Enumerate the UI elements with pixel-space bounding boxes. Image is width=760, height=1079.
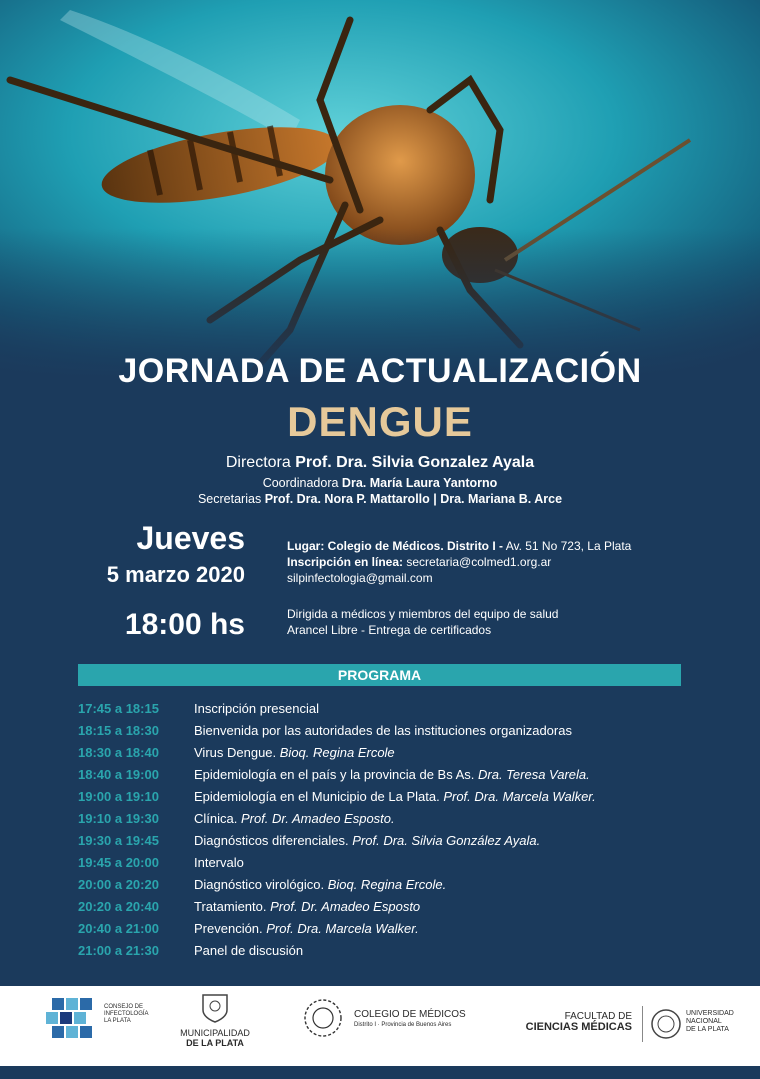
program-activity	[194, 896, 420, 918]
program-time: 18:40 a 19:00	[78, 767, 159, 782]
program-row	[78, 808, 718, 830]
facultad-logo-text	[514, 1012, 632, 1032]
program-activity-text: Epidemiología en el Municipio de La Plata.	[194, 789, 444, 804]
secretaries-line	[0, 492, 760, 506]
colegio-line2: Distrito I · Provincia de Buenos Aires	[354, 1022, 452, 1028]
program-time: 19:00 a 19:10	[78, 789, 159, 804]
infectologia-logo-text: CONSEJO DE INFECTOLOGÍA LA PLATA	[104, 1004, 149, 1024]
program-activity-text: Prevención.	[194, 921, 267, 936]
audience-text: Dirigida a médicos y miembros del equipo de salud	[287, 607, 559, 621]
coordinator-name: Dra. María Laura Yantorno	[341, 476, 498, 490]
event-subtitle: DENGUE	[287, 398, 473, 445]
logo-divider	[642, 1006, 643, 1042]
venue-address: Av. 51 No 723, La Plata	[503, 539, 632, 553]
mosquito-illustration	[0, 0, 760, 380]
coordinator-role: Coordinadora	[262, 476, 339, 490]
municipalidad-logo-text	[170, 1028, 260, 1048]
program-activity	[194, 808, 395, 830]
director-role: Directora	[225, 454, 291, 471]
program-activity-text: Panel de discusión	[194, 943, 304, 958]
program-row	[78, 940, 718, 962]
municipalidad-line1: MUNICIPALIDAD	[180, 1028, 250, 1038]
secondary-email[interactable]: silpinfectologia@gmail.com	[287, 571, 433, 585]
program-activity-text: Intervalo	[194, 855, 244, 870]
program-activity	[194, 720, 572, 742]
program-time: 19:30 a 19:45	[78, 833, 159, 848]
program-activity	[194, 830, 540, 852]
event-time: 18:00 hs	[124, 608, 245, 641]
colegio-medicos-emblem-icon	[296, 996, 350, 1040]
registration-email[interactable]: secretaria@colmed1.org.ar	[403, 555, 552, 569]
program-activity-text: Diagnóstico virológico.	[194, 877, 328, 892]
colegio-medicos-logo-text	[354, 1010, 494, 1030]
program-speaker: Prof. Dra. Marcela Walker.	[443, 789, 596, 804]
program-time: 18:15 a 18:30	[78, 723, 159, 738]
program-row	[78, 874, 718, 896]
secretaries-names: Prof. Dra. Nora P. Mattarollo | Dra. Mariana B. Arce	[264, 492, 563, 506]
program-speaker: Dra. Teresa Varela.	[478, 767, 590, 782]
coordinator-line	[0, 476, 760, 490]
program-activity	[194, 918, 419, 940]
facultad-line2: CIENCIAS MÉDICAS	[525, 1021, 632, 1033]
secretaries-role: Secretarias	[197, 492, 262, 506]
program-activity-text: Bienvenida por las autoridades de las instituciones organizadoras	[194, 723, 572, 738]
municipalidad-shield-icon	[200, 992, 230, 1024]
program-row	[78, 742, 718, 764]
footer-logos	[0, 986, 760, 1066]
venue-info	[287, 538, 631, 586]
program-row	[78, 852, 718, 874]
event-title: JORNADA DE ACTUALIZACIÓN	[118, 352, 642, 390]
footer-strip	[0, 1066, 760, 1079]
program-activity	[194, 698, 319, 720]
municipalidad-line2: DE LA PLATA	[186, 1038, 244, 1048]
hero-mosquito-image	[0, 0, 760, 380]
program-activity-text: Virus Dengue.	[194, 745, 280, 760]
program-time: 21:00 a 21:30	[78, 943, 159, 958]
director-line	[0, 454, 760, 472]
program-speaker: Bioq. Regina Ercole.	[327, 877, 447, 892]
program-time: 20:40 a 21:00	[78, 921, 159, 936]
program-activity-text: Diagnósticos diferenciales.	[194, 833, 353, 848]
program-row	[78, 698, 718, 720]
program-row	[78, 918, 718, 940]
unlp-line3: DE LA PLATA	[686, 1026, 729, 1033]
program-time: 20:20 a 20:40	[78, 899, 159, 914]
registration-line	[287, 554, 631, 570]
program-row	[78, 830, 718, 852]
program-activity	[194, 874, 446, 896]
program-activity-text: Inscripción presencial	[194, 701, 320, 716]
program-speaker: Bioq. Regina Ercole	[279, 745, 395, 760]
facultad-line1: FACULTAD DE	[564, 1011, 632, 1022]
program-activity-text: Epidemiología en el país y la provincia de Bs As.	[194, 767, 478, 782]
unlp-line2: NACIONAL	[686, 1018, 722, 1025]
program-row	[78, 896, 718, 918]
infectologia-logo-icon	[44, 994, 100, 1046]
program-time: 20:00 a 20:20	[78, 877, 159, 892]
venue-line	[287, 538, 631, 554]
program-activity	[194, 764, 590, 786]
program-activity-text: Tratamiento.	[194, 899, 271, 914]
program-row	[78, 720, 718, 742]
colegio-line1: COLEGIO DE MÉDICOS	[354, 1009, 466, 1020]
program-speaker: Prof. Dra. Marcela Walker.	[266, 921, 419, 936]
unlp-seal-icon	[650, 1004, 682, 1044]
program-activity	[194, 940, 303, 962]
program-time: 17:45 a 18:15	[78, 701, 159, 716]
registration-label: Inscripción en línea:	[287, 555, 404, 569]
event-day: Jueves	[136, 520, 245, 556]
program-time: 19:45 a 20:00	[78, 855, 159, 870]
program-row	[78, 764, 718, 786]
unlp-line1: UNIVERSIDAD	[686, 1010, 734, 1017]
program-time: 19:10 a 19:30	[78, 811, 159, 826]
audience-info	[287, 606, 558, 638]
program-time: 18:30 a 18:40	[78, 745, 159, 760]
program-heading: PROGRAMA	[78, 664, 681, 686]
program-activity	[194, 786, 596, 808]
program-activity-text: Clínica.	[194, 811, 241, 826]
program-speaker: Prof. Dr. Amadeo Esposto	[270, 899, 421, 914]
venue-label: Lugar: Colegio de Médicos. Distrito I -	[287, 539, 504, 553]
program-list	[78, 698, 718, 962]
program-activity	[194, 852, 244, 874]
fee-text: Arancel Libre - Entrega de certificados	[287, 623, 492, 637]
unlp-logo-text	[686, 1010, 746, 1034]
director-name: Prof. Dra. Silvia Gonzalez Ayala	[295, 454, 535, 471]
event-date: 5 marzo 2020	[106, 562, 245, 587]
program-activity	[194, 742, 395, 764]
program-row	[78, 786, 718, 808]
program-speaker: Prof. Dr. Amadeo Esposto.	[240, 811, 395, 826]
program-speaker: Prof. Dra. Silvia González Ayala.	[352, 833, 541, 848]
